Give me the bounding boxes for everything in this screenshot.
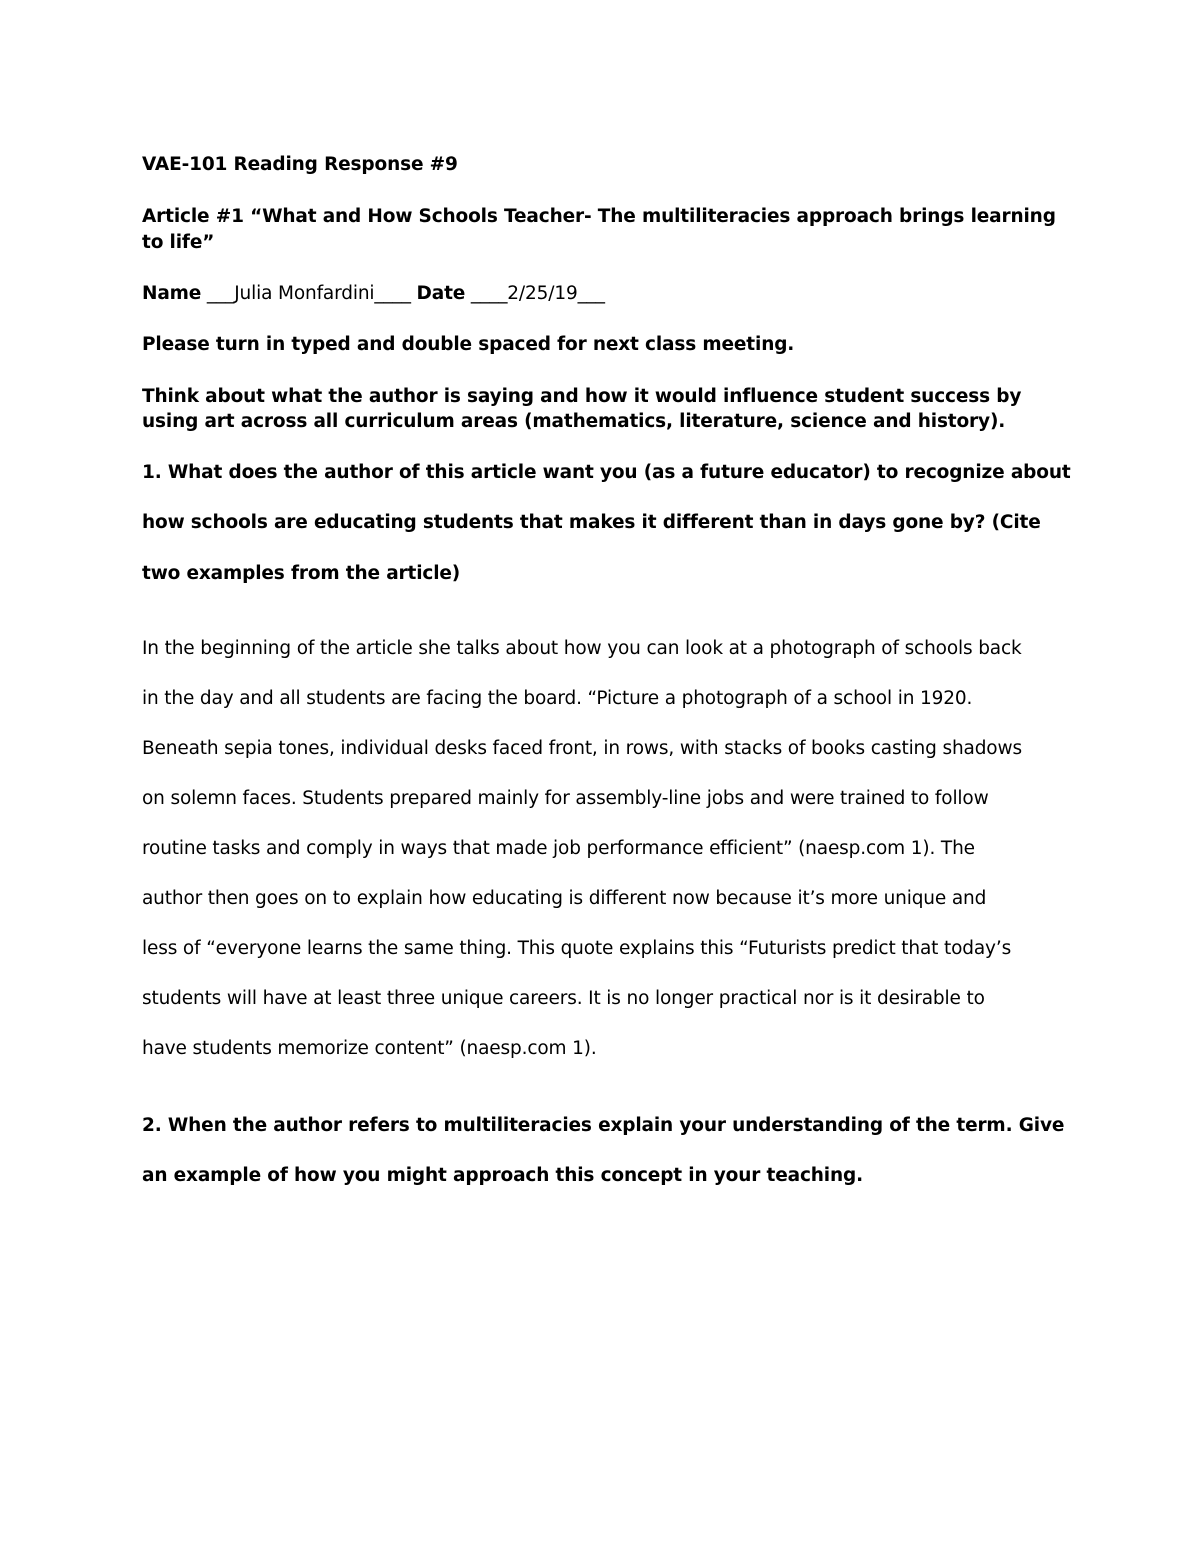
article-heading-line-1: Article #1 “What and How Schools Teacher- The multiliteracies approach brings learning [142,206,1056,227]
answer-1-line-5: routine tasks and comply in ways that made job performance efficient” (naesp.com 1). The [142,838,975,859]
article-heading-line-2: to life” [142,232,215,253]
question-2-line-2: an example of how you might approach this concept in your teaching. [142,1165,863,1186]
answer-1-line-6: author then goes on to explain how educating is different now because it’s more unique and [142,888,987,909]
question-1-line-1: 1. What does the author of this article want you (as a future educator) to recognize about [142,462,1071,483]
instruction-text: Please turn in typed and double spaced for next class meeting. [142,334,795,355]
document-title: VAE-101 Reading Response #9 [142,154,458,175]
name-label: Name [142,283,202,304]
question-1-line-3: two examples from the article) [142,563,461,584]
answer-1-line-9: have students memorize content” (naesp.com 1). [142,1038,597,1059]
answer-1-line-3: Beneath sepia tones, individual desks faced front, in rows, with stacks of books casting shadows [142,738,1022,759]
answer-1-line-7: less of “everyone learns the same thing. This quote explains this “Futurists predict that today’s [142,938,1012,959]
think-line-2: using art across all curriculum areas (mathematics, literature, science and history). [142,411,1006,432]
name-value: ___Julia Monfardini____ [201,283,417,304]
question-1-line-2: how schools are educating students that makes it different than in days gone by? (Cite [142,512,1041,533]
answer-1-line-4: on solemn faces. Students prepared mainly for assembly-line jobs and were trained to follow [142,788,989,809]
name-date-line [142,281,605,307]
answer-1-line-1: In the beginning of the article she talks about how you can look at a photograph of schools back [142,638,1022,659]
question-2-line-1: 2. When the author refers to multiliteracies explain your understanding of the term. Give [142,1115,1065,1136]
answer-1-line-8: students will have at least three unique careers. It is no longer practical nor is it desirable to [142,988,985,1009]
date-value: ____2/25/19___ [465,283,605,304]
think-line-1: Think about what the author is saying and how it would influence student success by [142,386,1022,407]
date-label: Date [416,283,466,304]
answer-1-line-2: in the day and all students are facing the board. “Picture a photograph of a school in 1920. [142,688,973,709]
